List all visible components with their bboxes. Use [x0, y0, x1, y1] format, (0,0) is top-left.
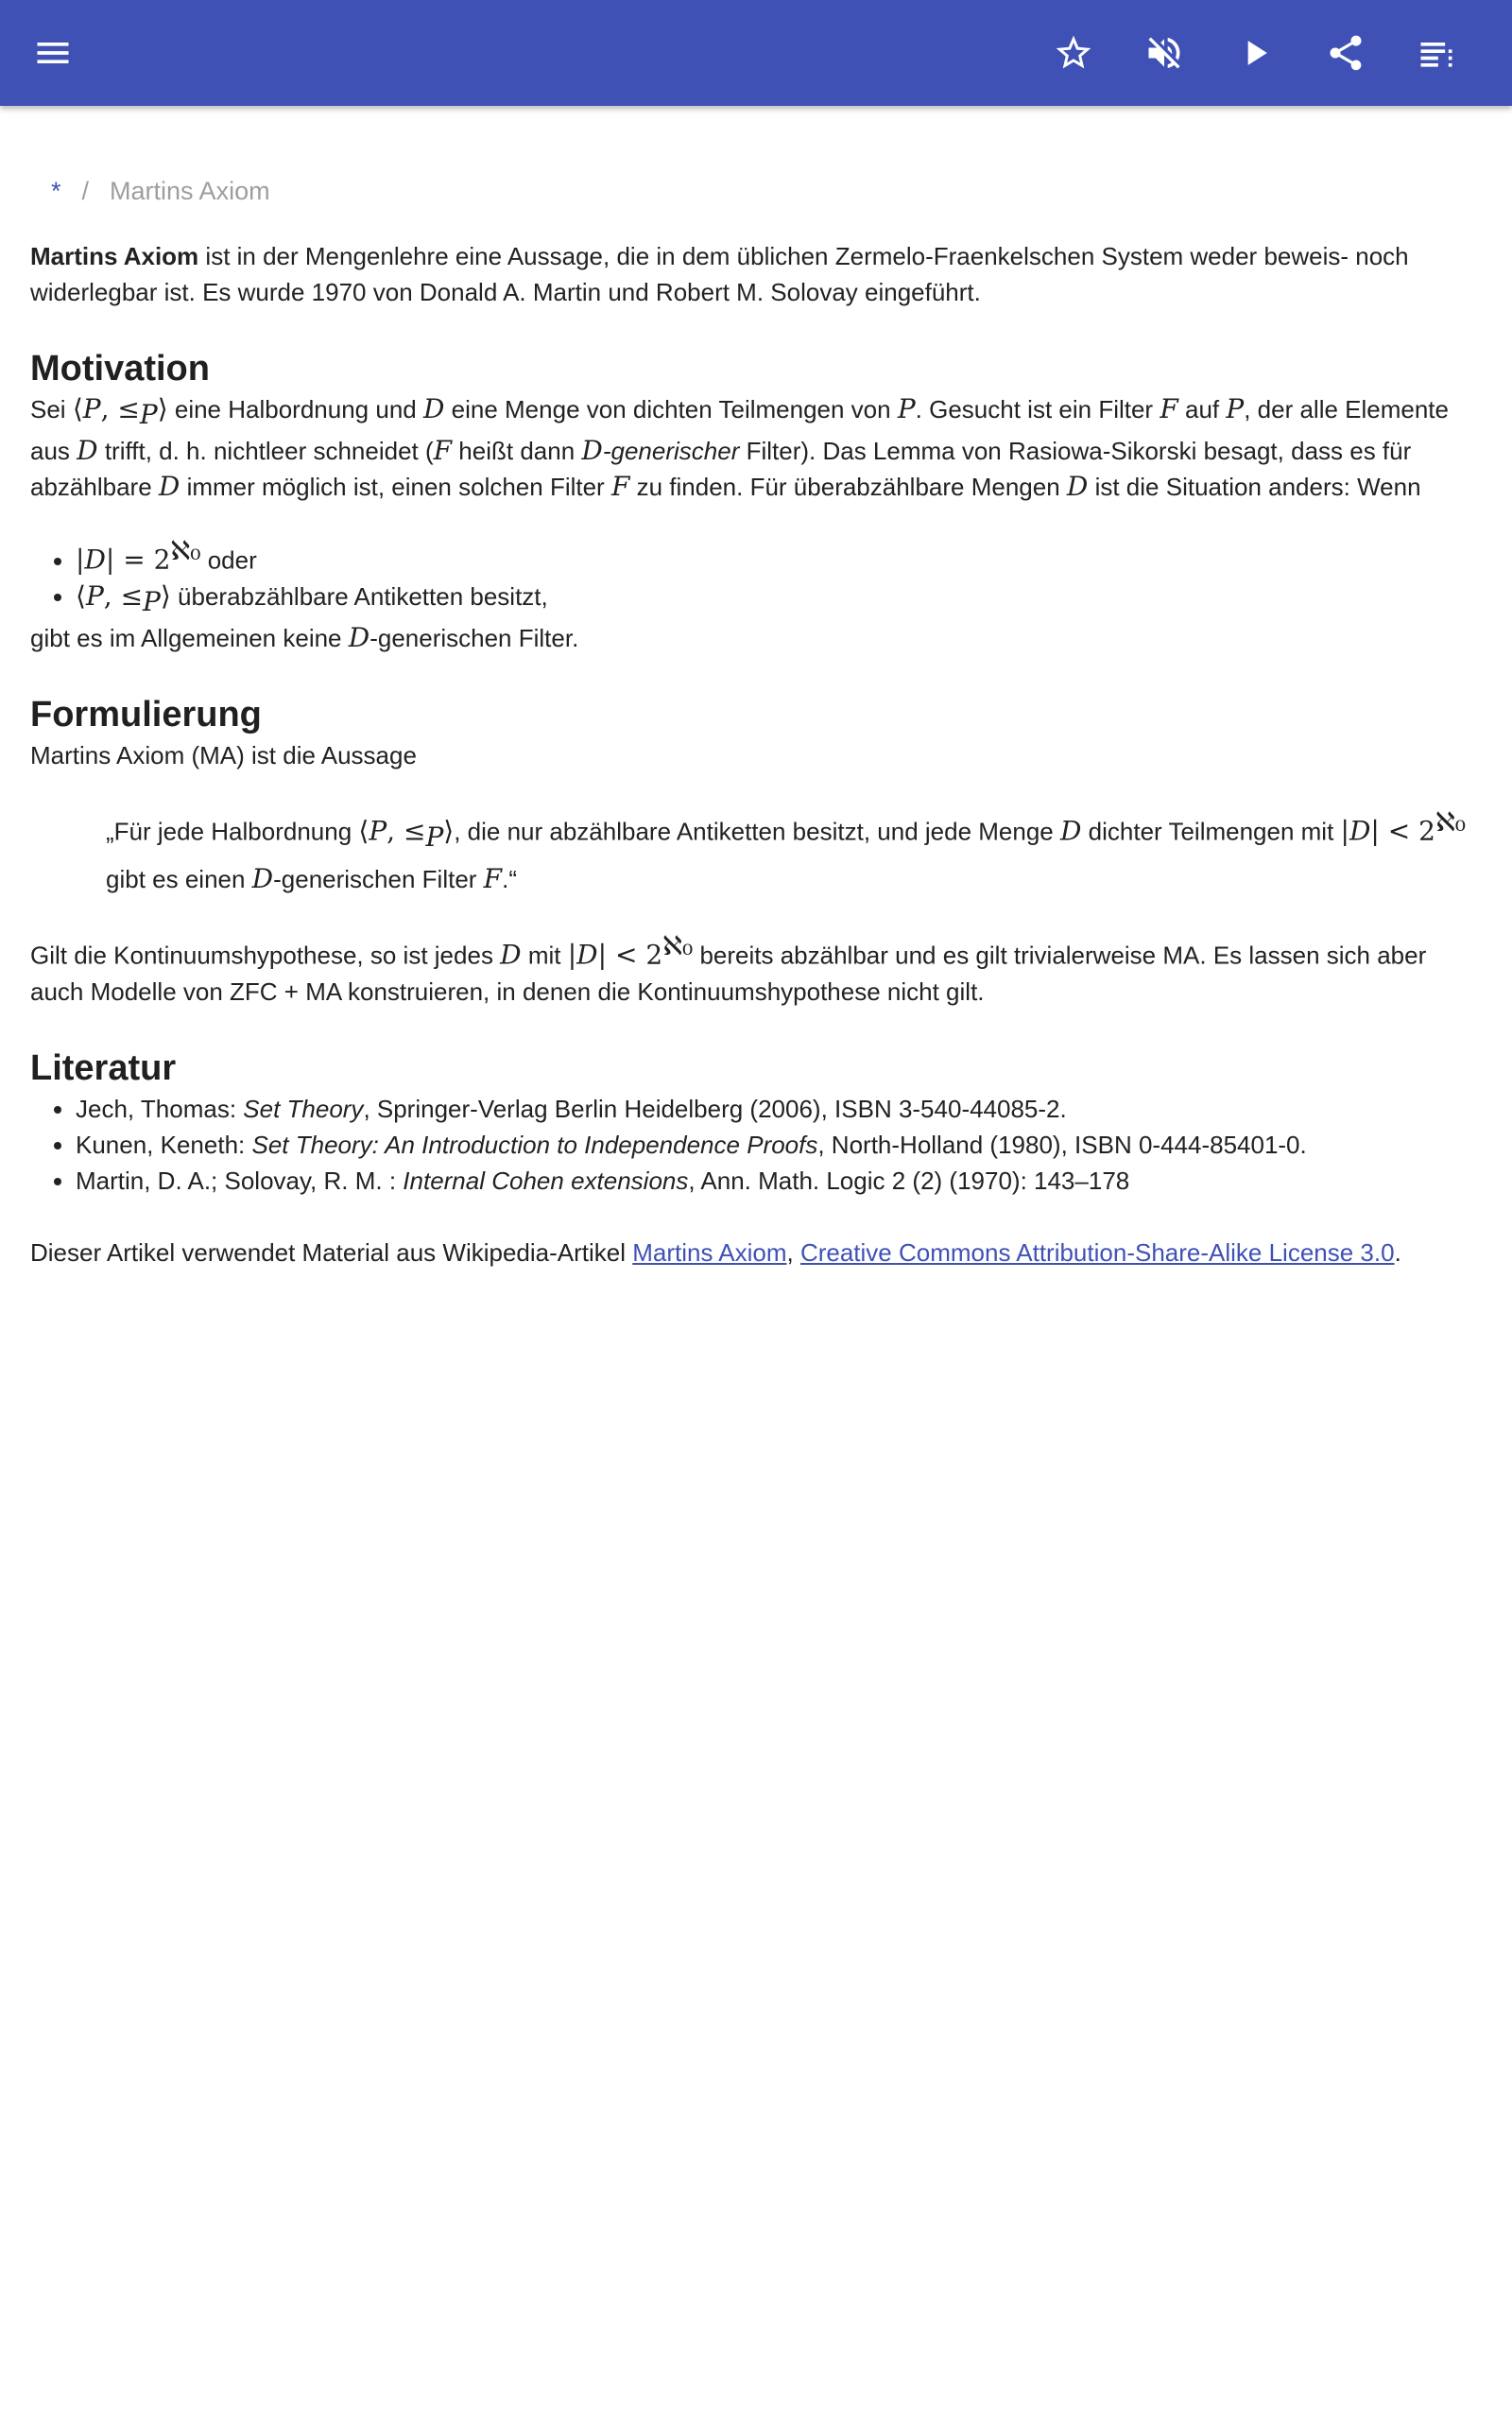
math: | [597, 939, 608, 971]
section-title-motivation: Motivation [30, 349, 210, 389]
playlist-icon [1416, 32, 1457, 74]
text: Kunen, Keneth: [76, 1130, 252, 1159]
book-title: Set Theory [243, 1094, 364, 1123]
article-content [30, 106, 1486, 1270]
math: ⟩ [157, 393, 168, 424]
text: heißt dann [452, 437, 582, 466]
math: | [105, 544, 115, 576]
math: D [84, 544, 106, 576]
text: , North-Holland (1980), ISBN 0-444-85401-0. [817, 1130, 1307, 1159]
text: gibt es einen [106, 864, 252, 893]
mute-button[interactable] [1134, 23, 1194, 83]
math: = 2 [114, 544, 171, 576]
math: F [433, 435, 453, 467]
math: | [76, 544, 85, 576]
math: , ≤ [103, 579, 144, 612]
math: D [576, 939, 598, 971]
app-bar [0, 0, 1512, 106]
text: ist die Situation anders: Wenn [1088, 473, 1421, 502]
text: , Ann. Math. Logic 2 (2) (1970): 143–178 [688, 1166, 1130, 1195]
math: D [581, 435, 603, 467]
license-link[interactable]: Creative Commons Attribution-Share-Alike License 3.0 [799, 1237, 1395, 1267]
math: , ≤ [100, 393, 140, 424]
text: . Gesucht ist ein Filter [915, 395, 1160, 424]
text: bereits abzählbar und es gilt trivialerweise MA. Es lassen sich aber auch Modelle von ZFC + MA konstruieren, in denen die Kontinuumshypothese nicht gilt. [30, 941, 1427, 1006]
math: D [1349, 815, 1371, 847]
motivation-list [30, 533, 1486, 620]
attribution-footer [30, 1235, 1486, 1270]
intro-paragraph [30, 238, 1486, 310]
text: mit [521, 941, 568, 970]
text: Gilt die Kontinuumshypothese, so ist jedes [30, 941, 501, 970]
math: D [77, 435, 98, 467]
literature-item [76, 1127, 1486, 1163]
text: Jech, Thomas: [76, 1094, 244, 1123]
book-title: Internal Cohen extensions [403, 1166, 689, 1195]
text: .“ [502, 864, 517, 893]
text: , [786, 1237, 800, 1267]
math: , ≤ [387, 815, 426, 847]
math: ℵ₀ [170, 535, 201, 567]
text: -generischen Filter. [369, 624, 579, 653]
list-item [76, 579, 1486, 620]
volume-off-icon [1143, 32, 1185, 74]
math: | [1340, 815, 1349, 847]
literature-item [76, 1091, 1486, 1127]
text: Dieser Artikel verwendet Material aus Wikipedia-Artikel [30, 1237, 633, 1267]
literature-list [30, 1091, 1486, 1199]
math: P [82, 393, 101, 424]
intro-text: ist in der Mengenlehre eine Aussage, die in dem üblichen Zermelo-Fraenkelschen System weder beweis- noch widerlegbar ist. Es wurde 1970 von Donald A. Martin und Robert M. Solovay eingeführt. [30, 242, 1409, 306]
math: ⟩ [160, 579, 171, 612]
book-title: Set Theory: An Introduction to Independence Proofs [251, 1130, 818, 1159]
math: ℵ₀ [1435, 806, 1467, 838]
menu-button[interactable] [23, 23, 83, 83]
axiom-quote [106, 802, 1486, 900]
math: D [158, 471, 180, 503]
math: D [348, 622, 370, 654]
text: „Für jede Halbordnung [106, 817, 359, 846]
math: ⟨ [76, 579, 86, 612]
math: P [139, 399, 158, 431]
math: D [422, 393, 445, 424]
intro-bold-term: Martins Axiom [30, 242, 199, 270]
math: P [425, 821, 444, 853]
text: überabzählbare Antiketten besitzt, [170, 581, 548, 611]
text: immer möglich ist, einen solchen Filter [180, 473, 611, 502]
text: zu finden. Für überabzählbare Mengen [629, 473, 1067, 502]
text: , die nur abzählbare Antiketten besitzt, und jede Menge [454, 817, 1060, 846]
text: gibt es im Allgemeinen keine [30, 624, 349, 653]
text: dichter Teilmengen mit [1081, 817, 1341, 846]
math: < 2 [607, 939, 663, 971]
section-title-formulierung: Formulierung [30, 695, 262, 735]
text: -generischer [602, 437, 740, 466]
breadcrumb-current: Martins Axiom [110, 177, 270, 205]
text: eine Menge von dichten Teilmengen von [444, 395, 898, 424]
bookmark-button[interactable] [1043, 23, 1104, 83]
breadcrumb-separator: / [81, 177, 90, 205]
math: D [1059, 815, 1082, 847]
text: , Springer-Verlag Berlin Heidelberg (2006), ISBN 3-540-44085-2. [363, 1094, 1067, 1123]
text: Filter). Das Lemma von Rasiowa-Sikorski besagt, dass es für abzählbare [30, 437, 1412, 502]
text: eine Halbordnung und [167, 395, 423, 424]
list-item [76, 533, 1486, 579]
share-button[interactable] [1315, 23, 1376, 83]
play-icon [1234, 32, 1276, 74]
math: ⟩ [443, 815, 455, 847]
motivation-conclusion [30, 620, 1486, 656]
math: < 2 [1379, 815, 1435, 847]
text: , der alle Elemente aus [30, 395, 1449, 466]
math: F [483, 862, 503, 894]
math: ⟨ [358, 815, 369, 847]
text: oder [200, 545, 257, 575]
text: Sei [30, 395, 73, 424]
math: | [567, 939, 577, 971]
formulierung-lead: Martins Axiom (MA) ist die Aussage [30, 741, 417, 770]
text: auf [1177, 395, 1227, 424]
playlist-button[interactable] [1406, 23, 1467, 83]
share-icon [1325, 32, 1366, 74]
math: P [369, 815, 387, 847]
math: ⟨ [72, 393, 83, 424]
math: D [500, 939, 522, 971]
text: Martin, D. A.; Solovay, R. M. : [76, 1166, 404, 1195]
math: P [143, 586, 161, 618]
math: F [610, 471, 630, 503]
text: -generischen Filter [273, 864, 484, 893]
formulierung-paragraph [30, 928, 1486, 1010]
play-button[interactable] [1225, 23, 1285, 83]
math: D [1066, 471, 1089, 503]
literature-item [76, 1163, 1486, 1199]
math: P [897, 393, 916, 424]
breadcrumb [51, 172, 1486, 210]
motivation-paragraph [30, 391, 1486, 505]
math: ℵ₀ [662, 929, 694, 961]
breadcrumb-home[interactable]: * [51, 177, 61, 205]
math: P [85, 579, 104, 612]
math: P [1226, 393, 1245, 424]
text: . [1394, 1237, 1401, 1267]
text: trifft, d. h. nichtleer schneidet ( [97, 437, 434, 466]
math: D [251, 862, 274, 894]
math: F [1160, 393, 1178, 424]
section-title-literatur: Literatur [30, 1047, 177, 1088]
math: | [1370, 815, 1380, 847]
star-outline-icon [1053, 32, 1094, 74]
menu-icon [32, 32, 74, 74]
wikipedia-article-link[interactable]: Martins Axiom [632, 1237, 787, 1267]
